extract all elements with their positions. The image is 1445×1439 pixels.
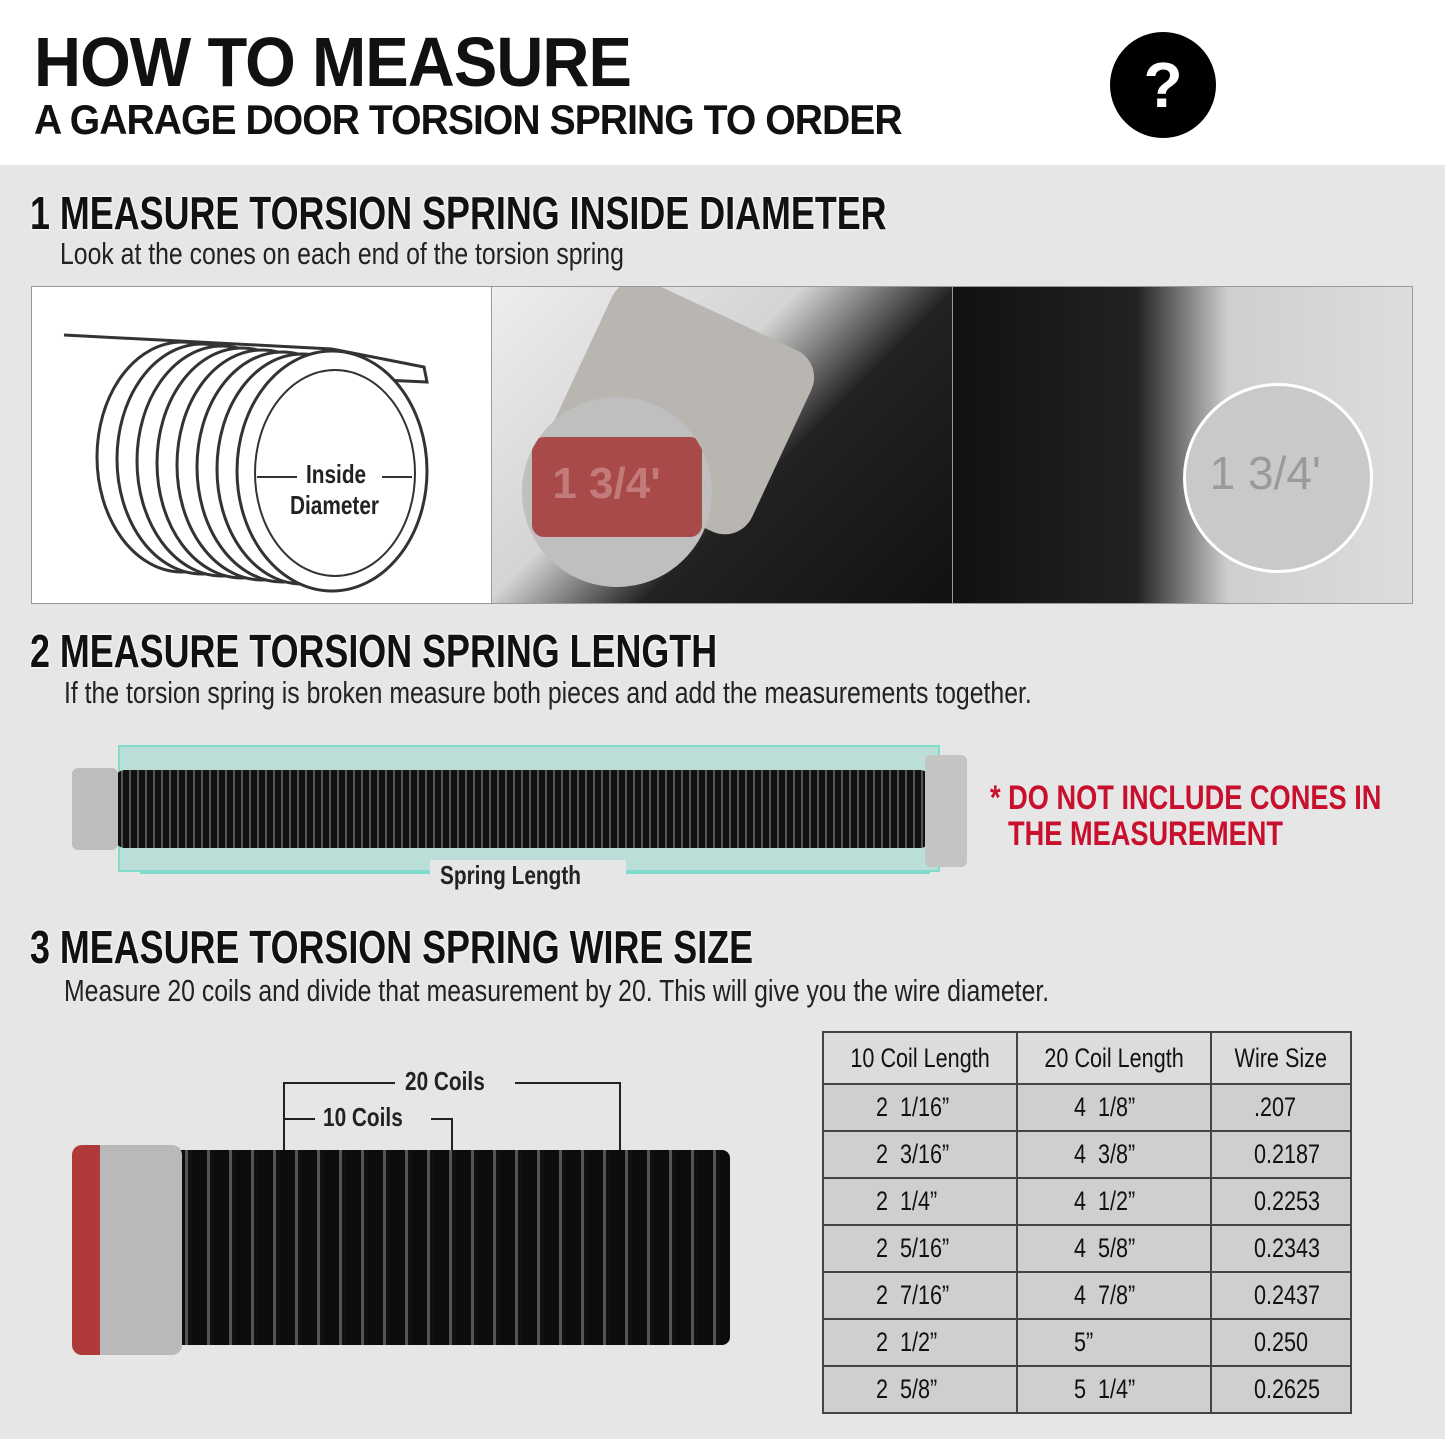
step3-heading: 3 MEASURE TORSION SPRING WIRE SIZE xyxy=(30,921,754,973)
table-cell: 2 7/16” xyxy=(823,1272,1017,1319)
table-cell: 0.2253 xyxy=(1211,1178,1351,1225)
header-20-coil: 20 Coil Length xyxy=(1017,1032,1211,1084)
table-cell: 2 3/16” xyxy=(823,1131,1017,1178)
coil-diagram-icon xyxy=(32,287,492,603)
step2-heading: 2 MEASURE TORSION SPRING LENGTH xyxy=(30,625,718,677)
table-cell: 0.250 xyxy=(1211,1319,1351,1366)
step1-heading: 1 MEASURE TORSION SPRING INSIDE DIAMETER xyxy=(30,187,887,239)
spring-body xyxy=(115,770,930,848)
table-row xyxy=(823,1084,1351,1131)
table-cell: 4 1/2” xyxy=(1017,1178,1211,1225)
page-subtitle: A GARAGE DOOR TORSION SPRING TO ORDER xyxy=(34,96,902,143)
table-cell: 2 1/4” xyxy=(823,1178,1017,1225)
question-mark-icon: ? xyxy=(1110,32,1216,138)
step2-subtext: If the torsion spring is broken measure both pieces and add the measurements together. xyxy=(64,675,1032,710)
ten-coils-label: 10 Coils xyxy=(323,1102,403,1132)
step3-subtext: Measure 20 coils and divide that measurement by 20. This will give you the wire diameter. xyxy=(64,973,1050,1008)
cone-size-mark-2: 1 3/4' xyxy=(1209,447,1321,499)
spring-diagram xyxy=(32,287,492,603)
table-row xyxy=(823,1178,1351,1225)
table-cell: 0.2437 xyxy=(1211,1272,1351,1319)
table-cell: 0.2187 xyxy=(1211,1131,1351,1178)
spring-length-label: Spring Length xyxy=(440,860,581,890)
table-cell: 0.2625 xyxy=(1211,1366,1351,1413)
table-cell: 4 5/8” xyxy=(1017,1225,1211,1272)
cone-warning-line1: * DO NOT INCLUDE CONES IN xyxy=(990,779,1382,817)
red-cone-photo xyxy=(492,287,952,603)
table-cell: 4 7/8” xyxy=(1017,1272,1211,1319)
table-cell: 5” xyxy=(1017,1319,1211,1366)
twenty-coils-label: 20 Coils xyxy=(405,1066,485,1096)
wire-size-table xyxy=(822,1031,1352,1414)
table-cell: .207 xyxy=(1211,1084,1351,1131)
table-row xyxy=(823,1319,1351,1366)
cone-warning-line2: THE MEASUREMENT xyxy=(1008,815,1284,853)
table-cell: 5 1/4” xyxy=(1017,1366,1211,1413)
right-cone xyxy=(925,755,967,867)
inside-diameter-panels xyxy=(31,286,1413,604)
table-cell: 4 1/8” xyxy=(1017,1084,1211,1131)
table-cell: 4 3/8” xyxy=(1017,1131,1211,1178)
diameter-label: Diameter xyxy=(290,490,380,520)
page-title: HOW TO MEASURE xyxy=(34,23,632,101)
white-cone-photo xyxy=(953,287,1412,603)
coil-photo xyxy=(170,1150,730,1345)
table-cell: 2 1/2” xyxy=(823,1319,1017,1366)
table-cell: 0.2343 xyxy=(1211,1225,1351,1272)
step1-subtext: Look at the cones on each end of the torsion spring xyxy=(60,236,624,271)
table-row xyxy=(823,1272,1351,1319)
table-cell: 2 5/16” xyxy=(823,1225,1017,1272)
header-10-coil: 10 Coil Length xyxy=(823,1032,1017,1084)
inside-label: Inside xyxy=(306,459,367,489)
cone-size-mark: 1 3/4' xyxy=(552,459,661,508)
table-cell: 2 5/8” xyxy=(823,1366,1017,1413)
table-row xyxy=(823,1225,1351,1272)
table-row xyxy=(823,1131,1351,1178)
table-row xyxy=(823,1366,1351,1413)
red-cone xyxy=(72,1145,182,1355)
header-wire-size: Wire Size xyxy=(1211,1032,1351,1084)
table-cell: 2 1/16” xyxy=(823,1084,1017,1131)
left-cone xyxy=(72,768,118,850)
